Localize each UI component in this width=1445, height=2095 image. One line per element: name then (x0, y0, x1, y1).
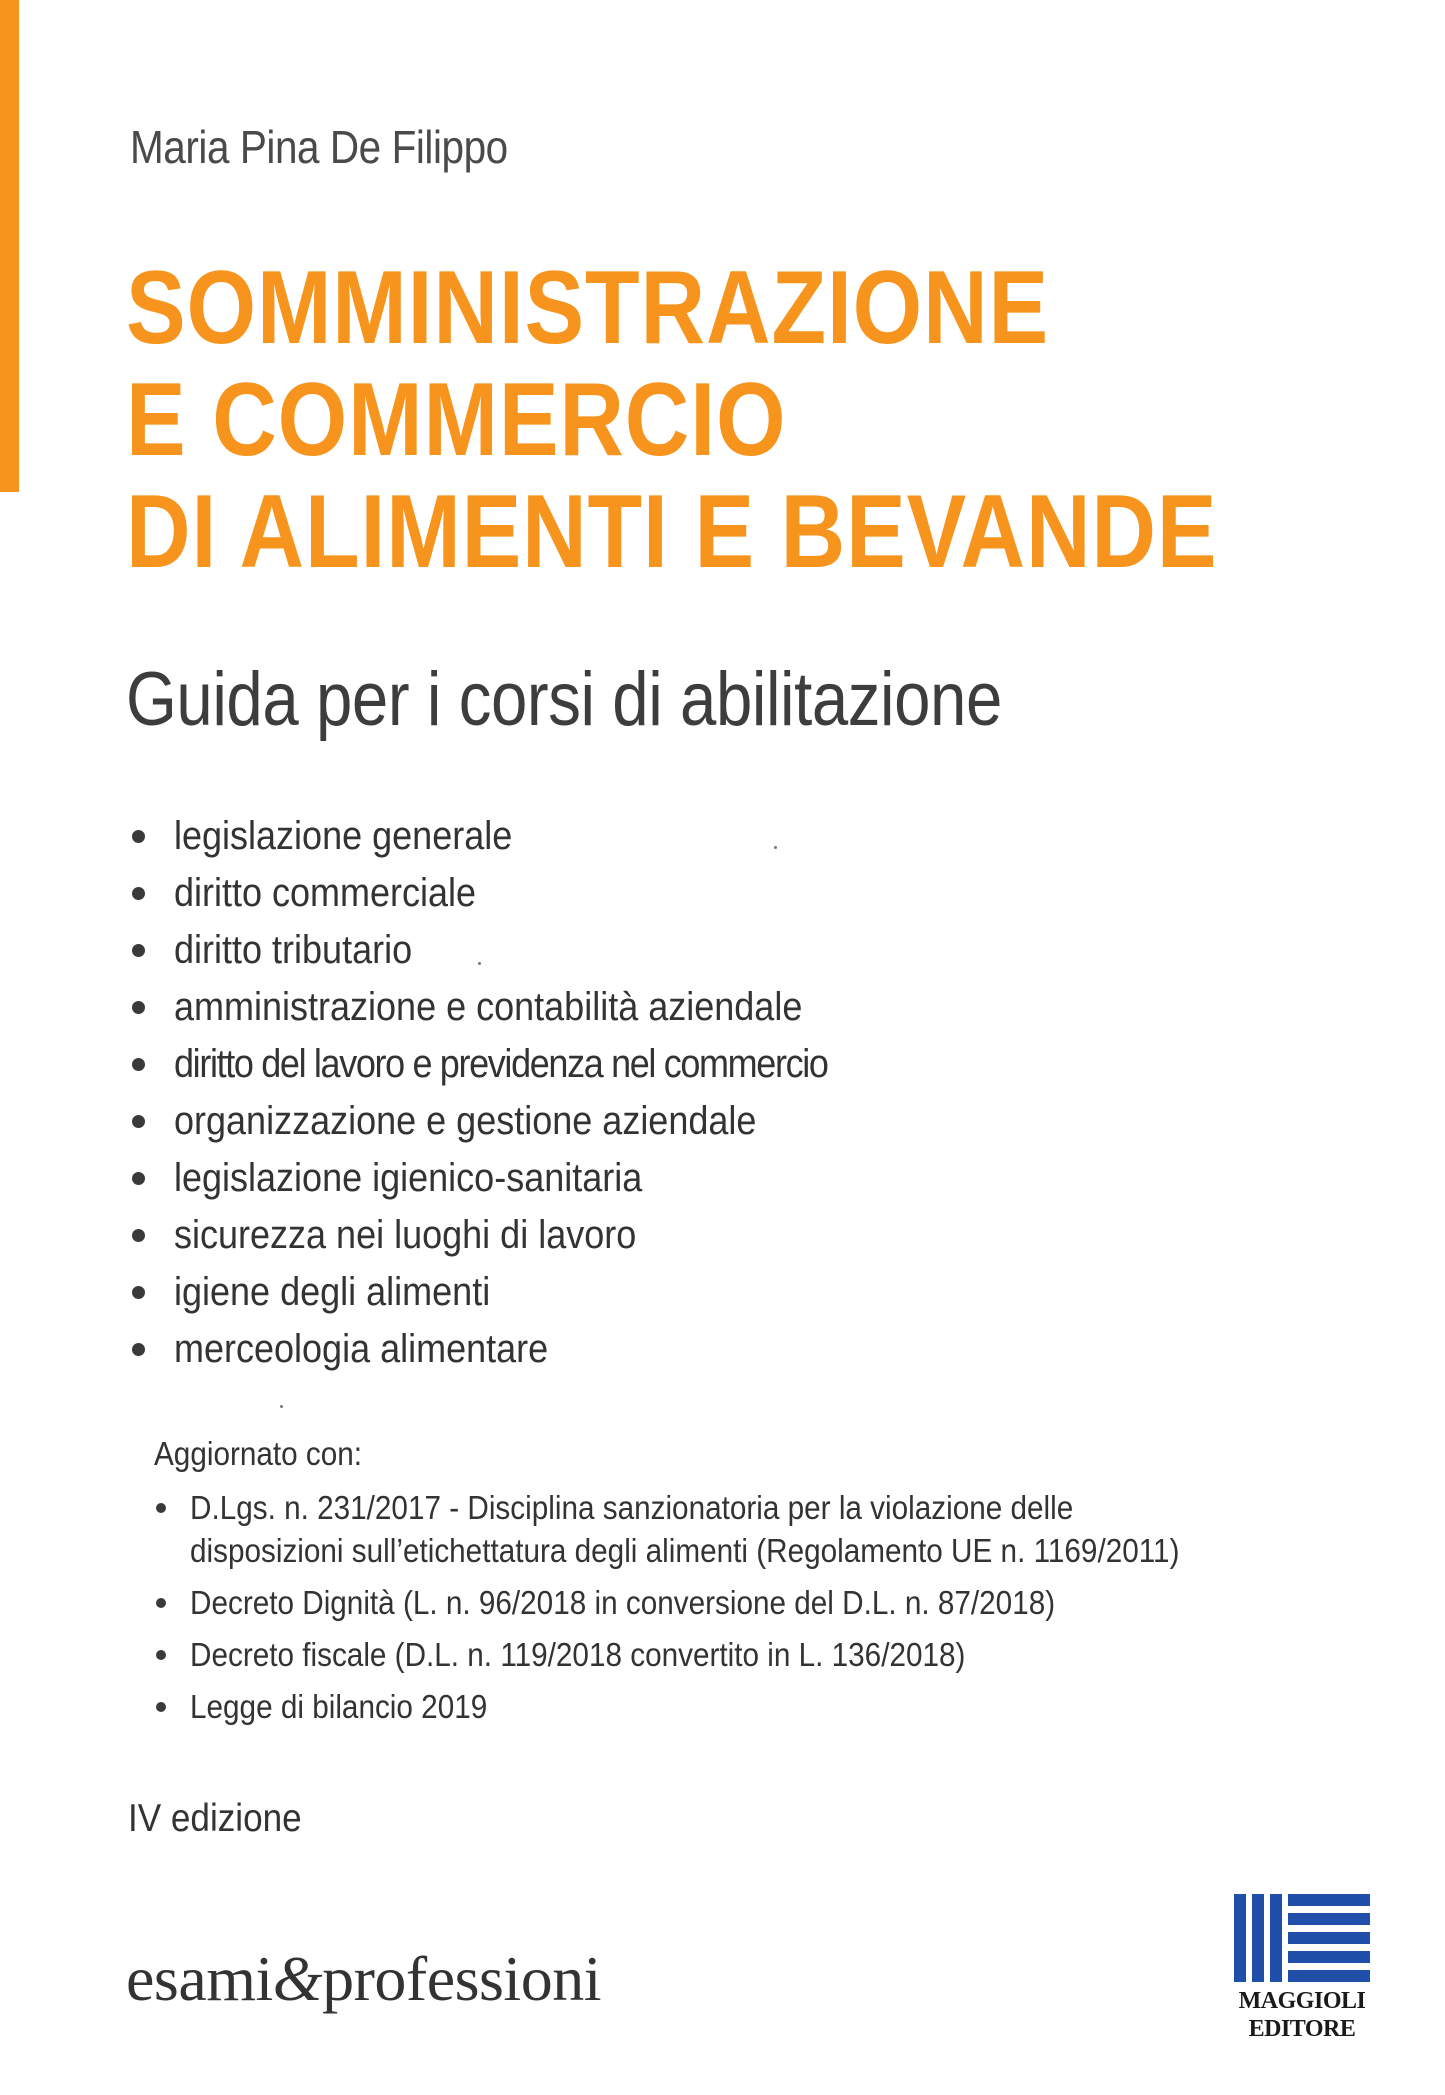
series-part-1: esami (126, 1943, 273, 2014)
update-item (154, 1633, 1289, 1676)
publisher-name-line-2: EDITORE (1248, 2016, 1356, 2042)
title-line-2: E COMMERCIO (126, 362, 787, 478)
title-line-1: SOMMINISTRAZIONE (126, 250, 1050, 366)
bullet-icon (156, 1598, 166, 1608)
topic-item: diritto commerciale (128, 865, 900, 922)
bullet-icon (156, 1702, 166, 1712)
update-line: Legge di bilancio 2019 (190, 1688, 488, 1725)
updated-heading: Aggiornato con: (154, 1435, 363, 1472)
bullet-icon (132, 1172, 145, 1185)
orange-accent-stripe (0, 0, 19, 492)
author-name: Maria Pina De Filippo (130, 121, 508, 173)
bullet-icon (132, 1115, 145, 1128)
topics-list (128, 808, 900, 1378)
title-line-3: DI ALIMENTI E BEVANDE (126, 474, 1218, 590)
print-speck (774, 846, 777, 849)
update-line: D.Lgs. n. 231/2017 - Disciplina sanzionatoria per la violazione delle (190, 1489, 1074, 1526)
bullet-icon (132, 1286, 145, 1299)
topic-item: diritto tributario (128, 922, 900, 979)
update-item (154, 1685, 1289, 1728)
topic-item: merceologia alimentare (128, 1321, 900, 1378)
topic-item: igiene degli alimenti (128, 1264, 900, 1321)
book-subtitle: Guida per i corsi di abilitazione (126, 657, 1002, 742)
maggioli-logo-icon (1232, 1892, 1372, 1984)
topic-item: sicurezza nei luoghi di lavoro (128, 1207, 900, 1264)
bullet-icon (132, 887, 145, 900)
bullet-icon (132, 830, 145, 843)
bullet-icon (156, 1503, 166, 1513)
bullet-icon (132, 944, 145, 957)
bullet-icon (132, 1229, 145, 1242)
print-speck (280, 1405, 283, 1408)
bullet-icon (132, 1058, 145, 1071)
bullet-icon (132, 1343, 145, 1356)
update-line: disposizioni sull’etichettatura degli alimenti (Regolamento UE n. 1169/2011) (190, 1532, 1180, 1569)
topic-item: legislazione igienico-sanitaria (128, 1150, 900, 1207)
book-title (126, 252, 1395, 588)
update-item (154, 1486, 1289, 1572)
topic-item: legislazione generale (128, 808, 900, 865)
publisher-name-line-1: MAGGIOLI (1238, 1988, 1366, 2014)
update-item (154, 1581, 1289, 1624)
edition-label: IV edizione (128, 1797, 302, 1840)
bullet-icon (156, 1650, 166, 1660)
topic-item: amministrazione e contabilità aziendale (128, 979, 900, 1036)
topic-item: diritto del lavoro e previdenza nel commercio (128, 1036, 900, 1093)
series-part-2: professioni (322, 1943, 601, 2014)
updates-list (154, 1486, 1289, 1737)
topic-item: organizzazione e gestione aziendale (128, 1093, 900, 1150)
update-line: Decreto Dignità (L. n. 96/2018 in conversione del D.L. n. 87/2018) (190, 1584, 1056, 1621)
series-name (126, 1942, 601, 2016)
bullet-icon (132, 1001, 145, 1014)
publisher-logo (1232, 1892, 1372, 2040)
print-speck (478, 962, 481, 965)
series-ampersand: & (272, 1943, 323, 2014)
update-line: Decreto fiscale (D.L. n. 119/2018 convertito in L. 136/2018) (190, 1636, 966, 1673)
